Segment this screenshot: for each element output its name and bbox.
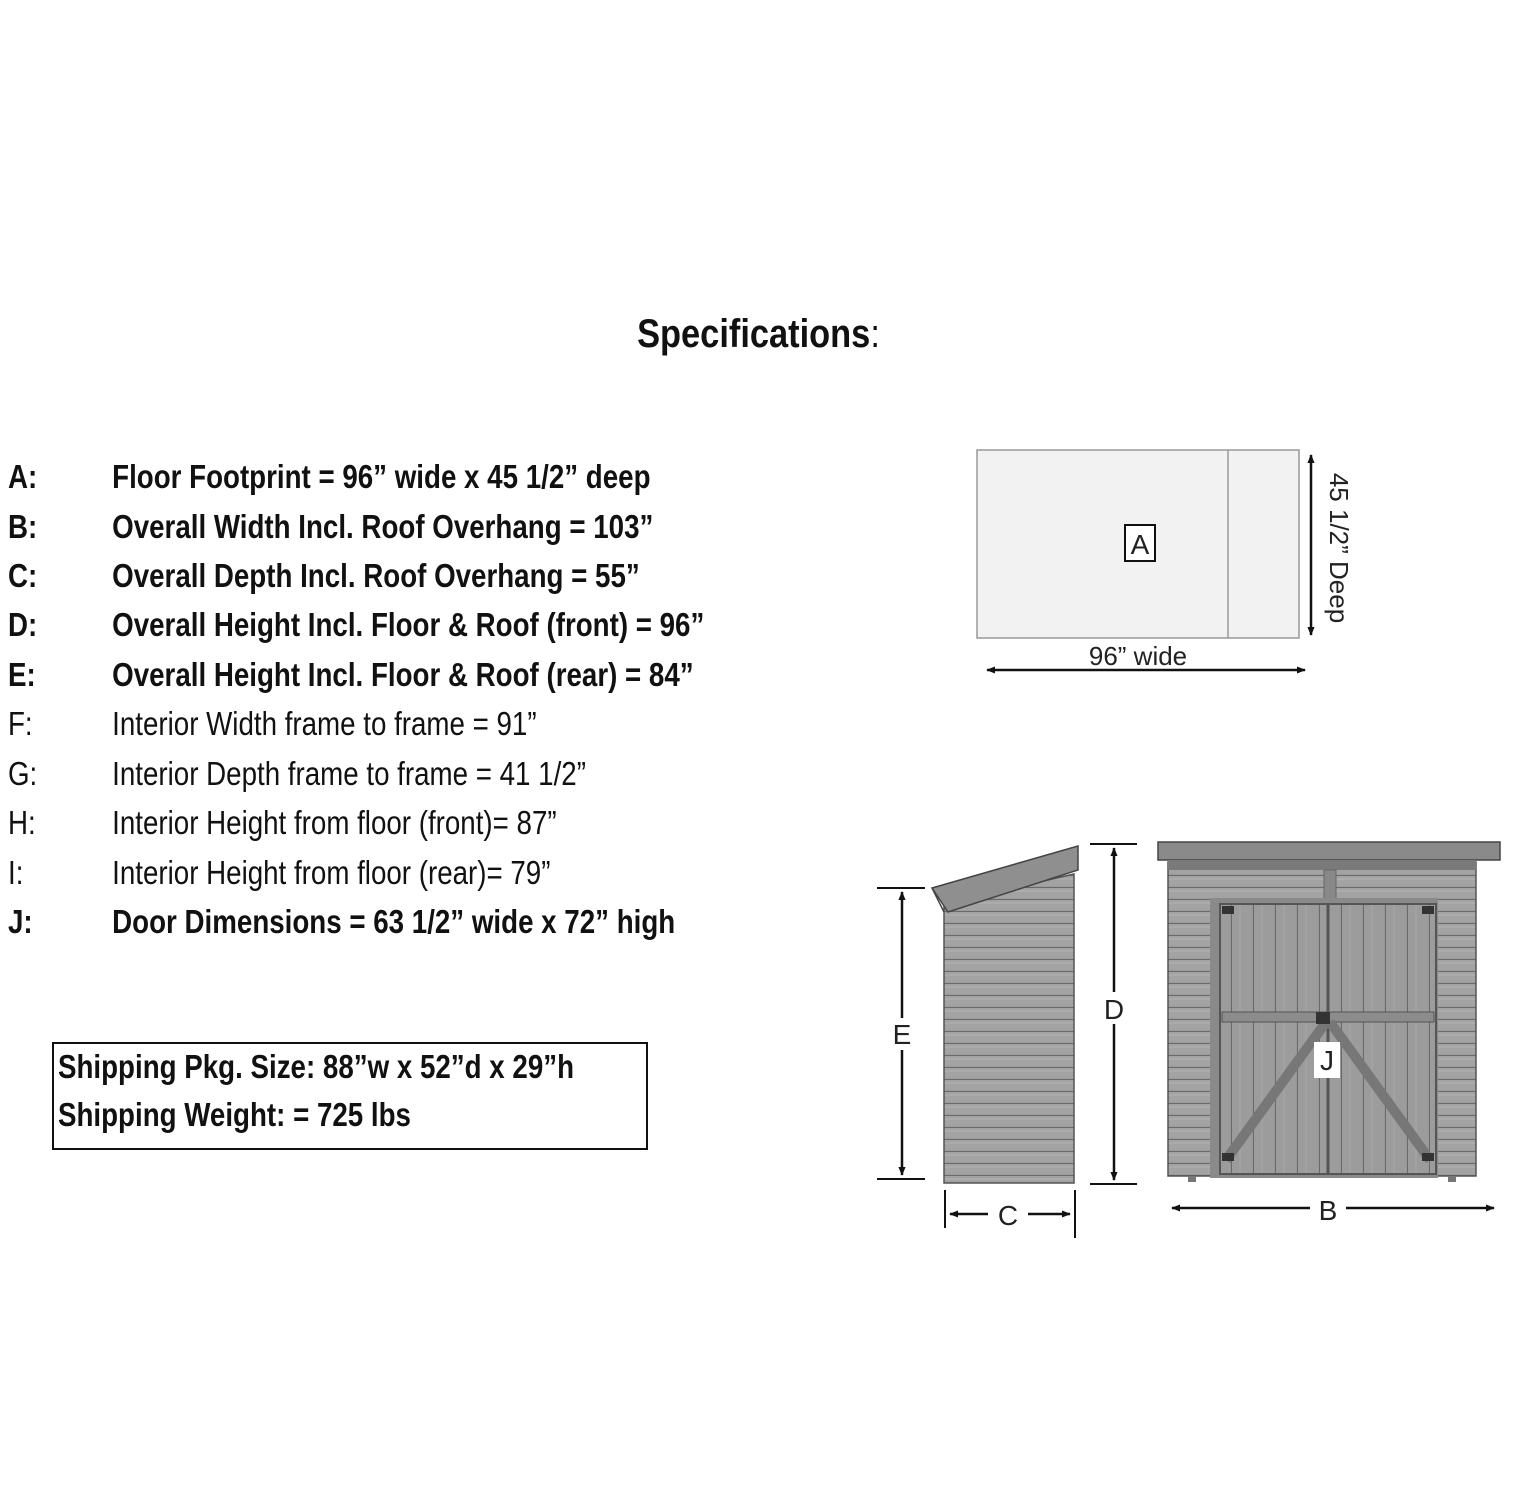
spec-value: Interior Height from floor (front)= 87”	[112, 804, 557, 841]
spec-value: Overall Width Incl. Roof Overhang = 103”	[112, 508, 654, 545]
side-wall	[944, 874, 1074, 1183]
front-height-label: D	[1103, 994, 1125, 1025]
spec-key: B:	[8, 508, 38, 545]
front-view	[1090, 842, 1500, 1226]
spec-key: J:	[8, 903, 33, 940]
spec-value: Interior Depth frame to frame = 41 1/2”	[112, 755, 586, 792]
floor-box-label: A	[1130, 529, 1150, 560]
spec-value: Overall Height Incl. Floor & Roof (front) = 96”	[112, 606, 705, 643]
width-label: 96” wide	[1088, 641, 1188, 671]
side-depth-label: C	[997, 1200, 1019, 1231]
spec-key: I:	[8, 854, 24, 891]
spec-key: C:	[8, 557, 38, 594]
shipping-size: Shipping Pkg. Size: 88”w x 52”d x 29”h	[58, 1048, 575, 1085]
spec-value: Overall Height Incl. Floor & Roof (rear) = 84”	[112, 656, 694, 693]
front-width-label: B	[1318, 1195, 1338, 1226]
spec-value: Floor Footprint = 96” wide x 45 1/2” deep	[112, 458, 651, 495]
spec-value: Overall Depth Incl. Roof Overhang = 55”	[112, 557, 640, 594]
door-label: J	[1320, 1045, 1334, 1076]
spec-value: Door Dimensions = 63 1/2” wide x 72” high	[112, 903, 676, 940]
front-roof	[1158, 842, 1500, 860]
depth-label: 45 1/2” Deep	[1324, 472, 1354, 624]
spec-key: F:	[8, 705, 33, 742]
side-view	[877, 846, 1078, 1238]
floor-plan	[977, 450, 1354, 671]
spec-key: A:	[8, 458, 38, 495]
spec-key: G:	[8, 755, 38, 792]
spec-key: H:	[8, 804, 36, 841]
page-title: Specifications:	[637, 312, 880, 356]
shipping-weight: Shipping Weight: = 725 lbs	[58, 1096, 411, 1133]
spec-value: Interior Width frame to frame = 91”	[112, 705, 537, 742]
side-height-label: E	[892, 1019, 912, 1050]
spec-key: D:	[8, 606, 38, 643]
spec-key: E:	[8, 656, 36, 693]
spec-value: Interior Height from floor (rear)= 79”	[112, 854, 551, 891]
